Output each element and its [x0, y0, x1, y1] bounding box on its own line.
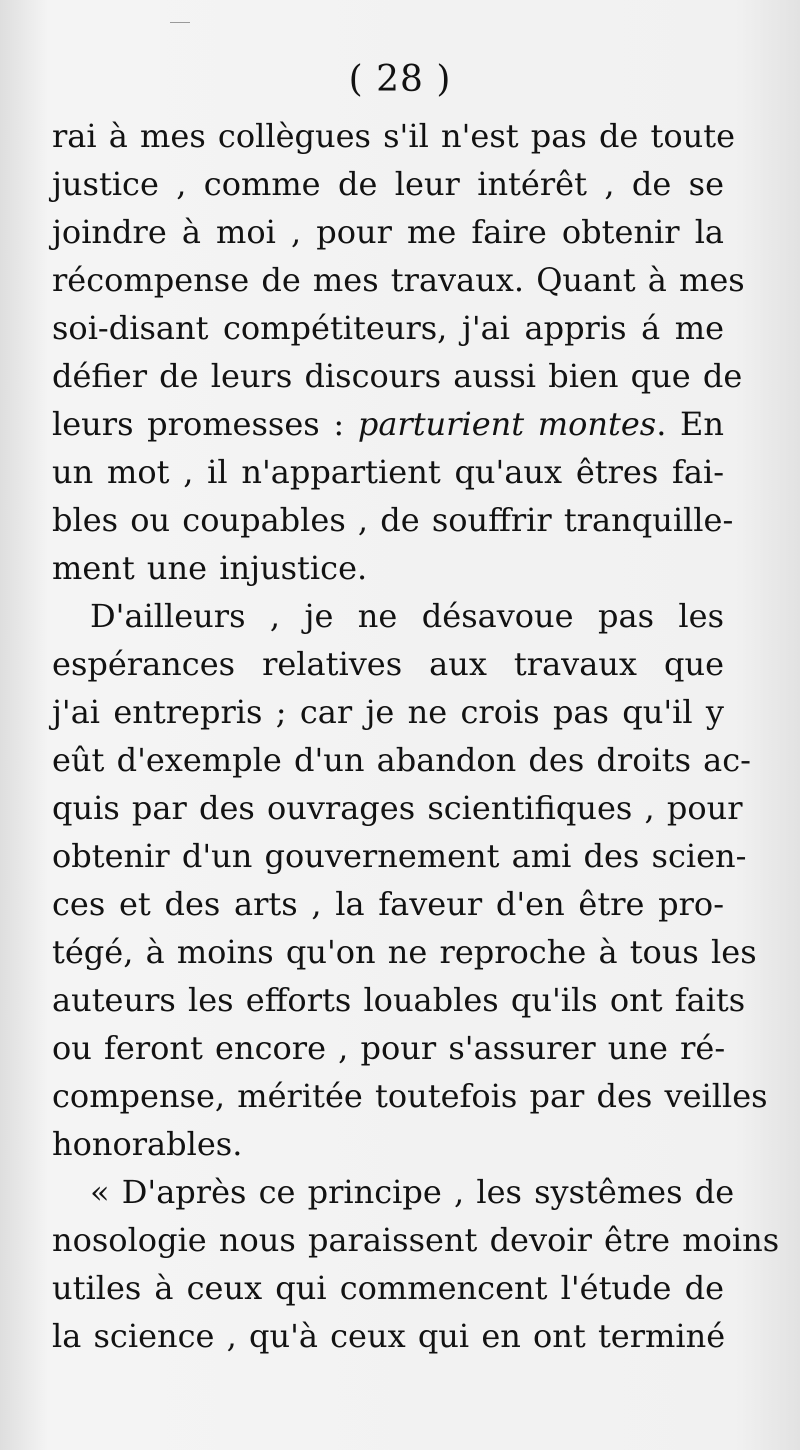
text-line: auteurs les efforts louables qu'ils ont faits [52, 981, 746, 1019]
text-line: justice , comme de leur intérêt , de se [52, 165, 724, 203]
text-line: utiles à ceux qui commencent l'étude de [52, 1269, 724, 1307]
paragraph [52, 112, 745, 592]
text-line [52, 400, 724, 448]
paragraph [52, 1168, 780, 1360]
text-line: obtenir d'un gouvernement ami des scien- [52, 837, 747, 875]
text-segment: leurs promesses : [52, 405, 358, 443]
page-number: ( 28 ) [348, 59, 452, 100]
text-line: « D'après ce principe , les systêmes de [90, 1173, 735, 1211]
text-line: bles ou coupables , de souffrir tranquille- [52, 501, 734, 539]
text-line: ou feront encore , pour s'assurer une ré- [52, 1029, 726, 1067]
text-line: D'ailleurs , je ne désavoue pas les [90, 597, 724, 635]
text-line: la science , qu'à ceux qui en ont terminé [52, 1317, 726, 1355]
body-text [52, 112, 780, 1360]
text-line: un mot , il n'appartient qu'aux êtres fai- [52, 453, 724, 491]
latin-quote: parturient montes [357, 405, 657, 443]
text-line: honorables. [52, 1125, 243, 1163]
text-line: nosologie nous paraissent devoir être moins [52, 1221, 780, 1259]
text-line: j'ai entrepris ; car je ne crois pas qu'il y [52, 693, 724, 731]
text-line: ment une injustice. [52, 549, 368, 587]
text-line: espérances relatives aux travaux que [52, 645, 724, 683]
text-line: eût d'exemple d'un abandon des droits ac- [52, 741, 751, 779]
text-line: joindre à moi , pour me faire obtenir la [52, 213, 724, 251]
paragraph [52, 592, 768, 1168]
text-line: tégé, à moins qu'on ne reproche à tous les [52, 933, 757, 971]
text-line: quis par des ouvrages scientifiques , pour [52, 789, 743, 827]
text-line: compense, méritée toutefois par des veilles [52, 1077, 768, 1115]
text-line: défier de leurs discours aussi bien que de [52, 357, 743, 395]
text-line: récompense de mes travaux. Quant à mes [52, 261, 745, 299]
text-line: soi-disant compétiteurs, j'ai appris á me [52, 309, 724, 347]
page-edge-mark [170, 22, 190, 23]
text-line: ces et des arts , la faveur d'en être pro- [52, 885, 724, 923]
text-segment: . En [656, 405, 725, 443]
text-line: rai à mes collègues s'il n'est pas de toute [52, 117, 736, 155]
